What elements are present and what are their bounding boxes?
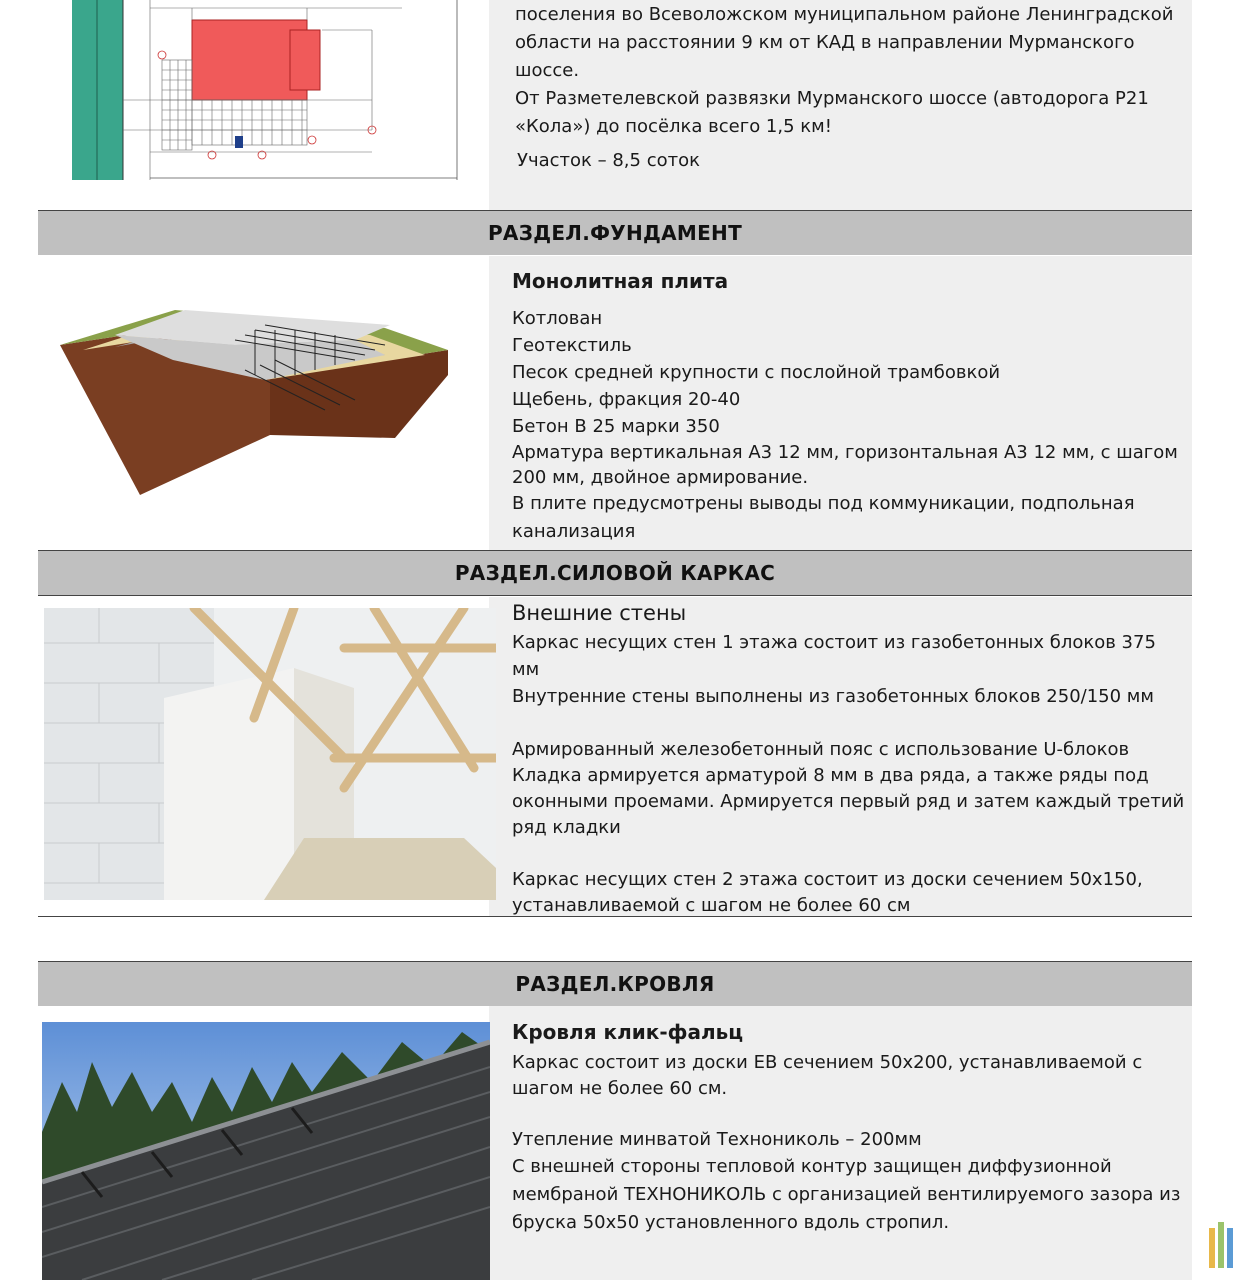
roof-paragraph: С внешней стороны тепловой контур защищен диффузионной мембраной ТЕХНОНИКОЛЬ с организацией вентилируемого зазора из бруска 50х50 установленного вдоль стропил. bbox=[512, 1156, 1181, 1233]
frame-paragraph: Кладка армируется арматурой 8 мм в два ряда, а также ряды под оконными проемами. Армируется первый ряд и затем каждый третий ряд кладки bbox=[512, 765, 1185, 838]
section-title: РАЗДЕЛ.КРОВЛЯ bbox=[515, 972, 715, 996]
roof-text bbox=[512, 1019, 1182, 1237]
plot-size: Участок – 8,5 соток bbox=[517, 150, 700, 171]
foundation-item: Бетон В 25 марки 350 bbox=[512, 416, 720, 437]
frame-bottom-rule bbox=[38, 916, 1192, 917]
frame-paragraph: Каркас несущих стен 2 этажа состоит из доски сечением 50х150, устанавливаемой с шагом не более 60 см bbox=[512, 869, 1143, 916]
foundation-heading: Монолитная плита bbox=[512, 269, 729, 293]
foundation-item: Геотекстиль bbox=[512, 335, 632, 356]
frame-heading: Внешние стены bbox=[512, 601, 687, 625]
section-band-foundation bbox=[38, 210, 1192, 255]
location-line: «Кола») до посёлка всего 1,5 км! bbox=[515, 116, 832, 137]
foundation-item: Арматура вертикальная А3 12 мм, горизонтальная А3 12 мм, с шагом 200 мм, двойное армирование. bbox=[512, 442, 1178, 488]
roof-photo bbox=[42, 1022, 490, 1280]
roof-paragraph: Каркас состоит из доски ЕВ сечением 50х200, устанавливаемой с шагом не более 60 см. bbox=[512, 1052, 1143, 1099]
foundation-slab-image bbox=[55, 300, 455, 500]
brand-logo bbox=[1209, 1222, 1233, 1268]
foundation-item: Щебень, фракция 20-40 bbox=[512, 389, 741, 410]
roof-paragraph: Утепление минватой Технониколь – 200мм bbox=[512, 1129, 922, 1150]
roof-heading: Кровля клик-фальц bbox=[512, 1020, 744, 1044]
frame-paragraph: Каркас несущих стен 1 этажа состоит из газобетонных блоков 375 мм bbox=[512, 632, 1156, 680]
location-description bbox=[515, 1, 1185, 141]
foundation-item: Котлован bbox=[512, 308, 603, 329]
section-title: РАЗДЕЛ.СИЛОВОЙ КАРКАС bbox=[454, 561, 776, 585]
section-band-frame bbox=[38, 550, 1192, 596]
walls-photo bbox=[44, 608, 496, 900]
location-line: От Разметелевской развязки Мурманского шоссе (автодорога Р21 bbox=[515, 88, 1149, 109]
frame-text bbox=[512, 600, 1187, 919]
foundation-item: В плите предусмотрены выводы под коммуникации, подпольная канализация bbox=[512, 493, 1135, 542]
frame-paragraph: Армированный железобетонный пояс с использование U-блоков bbox=[512, 739, 1130, 760]
site-plan-image bbox=[72, 0, 460, 182]
section-title: РАЗДЕЛ.ФУНДАМЕНТ bbox=[487, 221, 743, 245]
foundation-text bbox=[512, 268, 1187, 546]
location-line: области на расстоянии 9 км от КАД в направлении Мурманского шоссе. bbox=[515, 32, 1135, 81]
section-band-roof bbox=[38, 961, 1192, 1006]
frame-paragraph: Внутренние стены выполнены из газобетонных блоков 250/150 мм bbox=[512, 686, 1154, 707]
location-line: поселения во Всеволожском муниципальном районе Ленинградской bbox=[515, 4, 1174, 25]
foundation-item: Песок средней крупности с послойной трамбовкой bbox=[512, 362, 1001, 383]
